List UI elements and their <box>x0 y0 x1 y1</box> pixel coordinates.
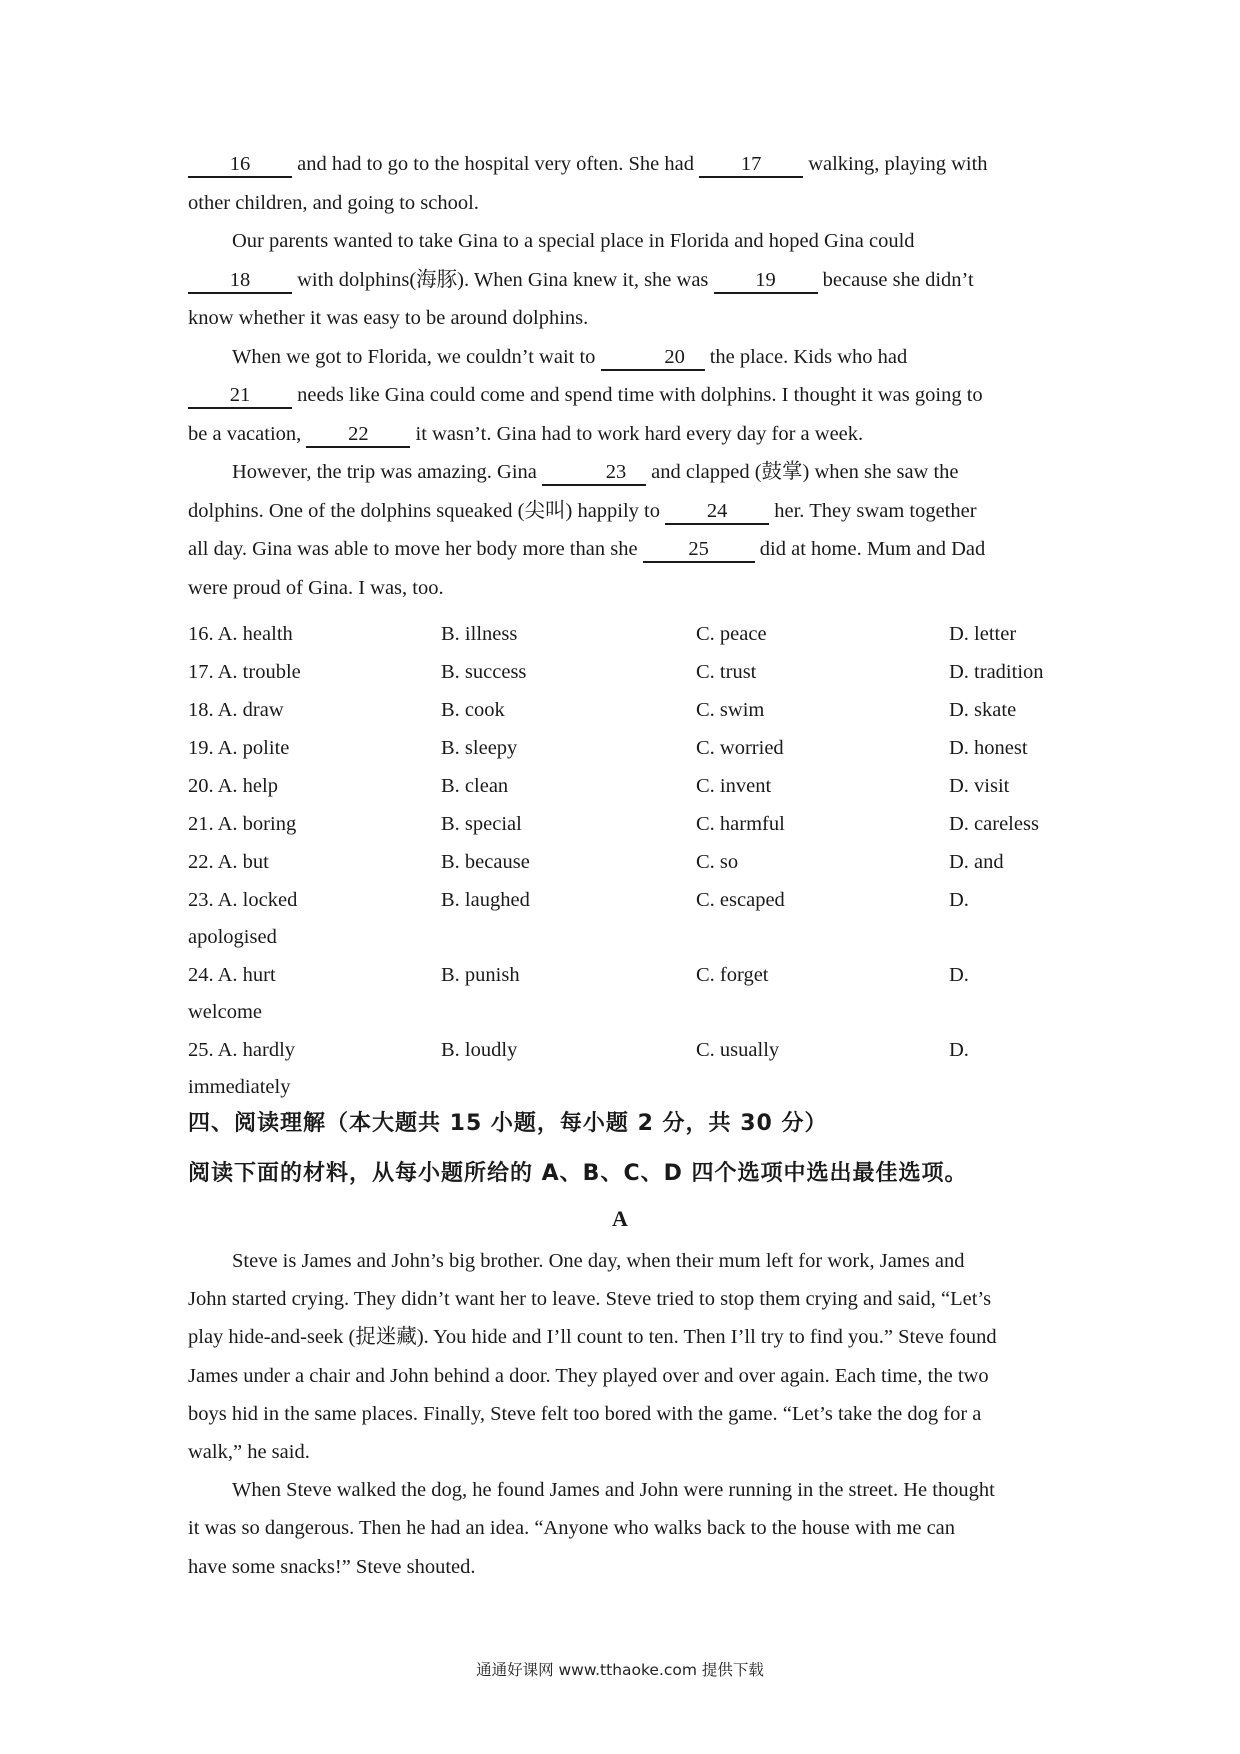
cloze-line: know whether it was easy to be around dolphins. <box>188 307 589 329</box>
option-c: C. peace <box>696 623 767 645</box>
option-a: 25. A. hardly <box>188 1039 296 1061</box>
option-c: C. trust <box>696 661 757 683</box>
option-row <box>188 1031 1068 1069</box>
cloze-line: other children, and going to school. <box>188 191 479 214</box>
cloze-line: However, the trip was amazing. Gina 23 and clapped (鼓掌) when she saw the <box>188 453 1056 492</box>
blank-23: 23 <box>542 460 646 486</box>
option-d-wrap: welcome <box>188 1001 262 1023</box>
option-d: D. tradition <box>949 661 1044 683</box>
passage-line: boys hid in the same places. Finally, Steve felt too bored with the game. “Let’s take the dog for a <box>188 1402 982 1425</box>
cloze-line: Our parents wanted to take Gina to a special place in Florida and hoped Gina could <box>232 230 915 252</box>
blank-17: 17 <box>699 152 803 178</box>
option-c: C. invent <box>696 775 772 797</box>
option-a: 20. A. help <box>188 775 278 797</box>
blank-20: 20 <box>601 345 705 371</box>
blank-19: 19 <box>714 268 818 294</box>
cloze-line: 18 with dolphins(海豚). When Gina knew it, she was 19 because she didn’t <box>188 261 1056 300</box>
option-d-wrap: apologised <box>188 926 277 948</box>
option-d: D. <box>949 964 969 986</box>
passage-line: play hide-and-seek (捉迷藏). You hide and I’ll count to ten. Then I’ll try to find you.” Steve found <box>188 1326 997 1349</box>
blank-24: 24 <box>665 499 769 525</box>
passage-line: have some snacks!” Steve shouted. <box>188 1555 476 1578</box>
option-row <box>188 691 1068 729</box>
option-a: 17. A. trouble <box>188 661 301 683</box>
option-c: C. swim <box>696 699 765 721</box>
cloze-line: dolphins. One of the dolphins squeaked (尖叫) happily to 24 her. They swam together <box>188 492 1056 531</box>
option-c: C. forget <box>696 964 769 986</box>
passage-line: Steve is James and John’s big brother. One day, when their mum left for work, James and <box>232 1250 965 1272</box>
option-d: D. careless <box>949 813 1039 835</box>
option-c: C. worried <box>696 737 784 759</box>
option-b: B. clean <box>441 775 509 797</box>
option-row <box>188 767 1068 805</box>
option-b: B. laughed <box>441 889 530 911</box>
option-d-wrap: immediately <box>188 1076 291 1098</box>
blank-18: 18 <box>188 268 292 294</box>
answer-options <box>188 615 1068 1106</box>
option-a: 19. A. polite <box>188 737 290 759</box>
option-b: B. because <box>441 851 530 873</box>
option-a: 24. A. hurt <box>188 964 276 986</box>
cloze-line: 16 and had to go to the hospital very often. She had 17 walking, playing with <box>188 145 1056 184</box>
option-a: 18. A. draw <box>188 699 284 721</box>
passage-line: John started crying. They didn’t want her to leave. Steve tried to stop them crying and said, “Let’s <box>188 1288 992 1311</box>
option-row <box>188 615 1068 653</box>
passage-line: When Steve walked the dog, he found James and John were running in the street. He thought <box>232 1479 995 1502</box>
option-d: D. letter <box>949 623 1017 645</box>
option-b: B. illness <box>441 623 518 645</box>
option-c: C. so <box>696 851 739 873</box>
passage-line: walk,” he said. <box>188 1441 310 1464</box>
option-c: C. harmful <box>696 813 785 835</box>
section-instruction: 阅读下面的材料，从每小题所给的 A、B、C、D 四个选项中选出最佳选项。 <box>188 1161 968 1186</box>
footer-text: 通通好课网 www.tthaoke.com 提供下载 <box>476 1661 764 1679</box>
option-b: B. loudly <box>441 1039 518 1061</box>
option-row <box>188 881 1068 919</box>
option-b: B. sleepy <box>441 737 518 759</box>
option-row <box>188 843 1068 881</box>
option-row <box>188 956 1068 994</box>
blank-25: 25 <box>643 537 755 563</box>
option-d: D. visit <box>949 775 1010 797</box>
cloze-line: were proud of Gina. I was, too. <box>188 576 444 599</box>
option-d: D. honest <box>949 737 1028 759</box>
cloze-line: When we got to Florida, we couldn’t wait to 20 the place. Kids who had <box>188 338 1056 377</box>
option-row <box>188 653 1068 691</box>
passage-label: A <box>612 1206 628 1231</box>
passage-line: it was so dangerous. Then he had an idea. “Anyone who walks back to the house with me can <box>188 1517 956 1540</box>
cloze-line: be a vacation, 22 it wasn’t. Gina had to work hard every day for a week. <box>188 415 1056 454</box>
option-b: B. success <box>441 661 527 683</box>
option-row <box>188 805 1068 843</box>
option-a: 23. A. locked <box>188 889 298 911</box>
blank-22: 22 <box>306 422 410 448</box>
option-a: 21. A. boring <box>188 813 297 835</box>
blank-16: 16 <box>188 152 292 178</box>
passage-line: James under a chair and John behind a door. They played over and over again. Each time, the two <box>188 1364 989 1387</box>
option-d: D. and <box>949 851 1004 873</box>
reading-passage <box>188 1242 1056 1586</box>
option-a: 22. A. but <box>188 851 269 873</box>
option-b: B. special <box>441 813 522 835</box>
option-d: D. skate <box>949 699 1017 721</box>
option-c: C. usually <box>696 1039 780 1061</box>
option-d: D. <box>949 1039 969 1061</box>
cloze-line: 21 needs like Gina could come and spend time with dolphins. I thought it was going to <box>188 376 1056 415</box>
option-row <box>188 729 1068 767</box>
blank-21: 21 <box>188 383 292 409</box>
cloze-passage <box>188 145 1056 607</box>
option-c: C. escaped <box>696 889 785 911</box>
option-b: B. cook <box>441 699 505 721</box>
option-a: 16. A. health <box>188 623 293 645</box>
cloze-line: all day. Gina was able to move her body more than she 25 did at home. Mum and Dad <box>188 530 1056 569</box>
option-b: B. punish <box>441 964 520 986</box>
section-title: 四、阅读理解（本大题共 15 小题，每小题 2 分，共 30 分） <box>188 1111 828 1136</box>
option-d: D. <box>949 889 969 911</box>
